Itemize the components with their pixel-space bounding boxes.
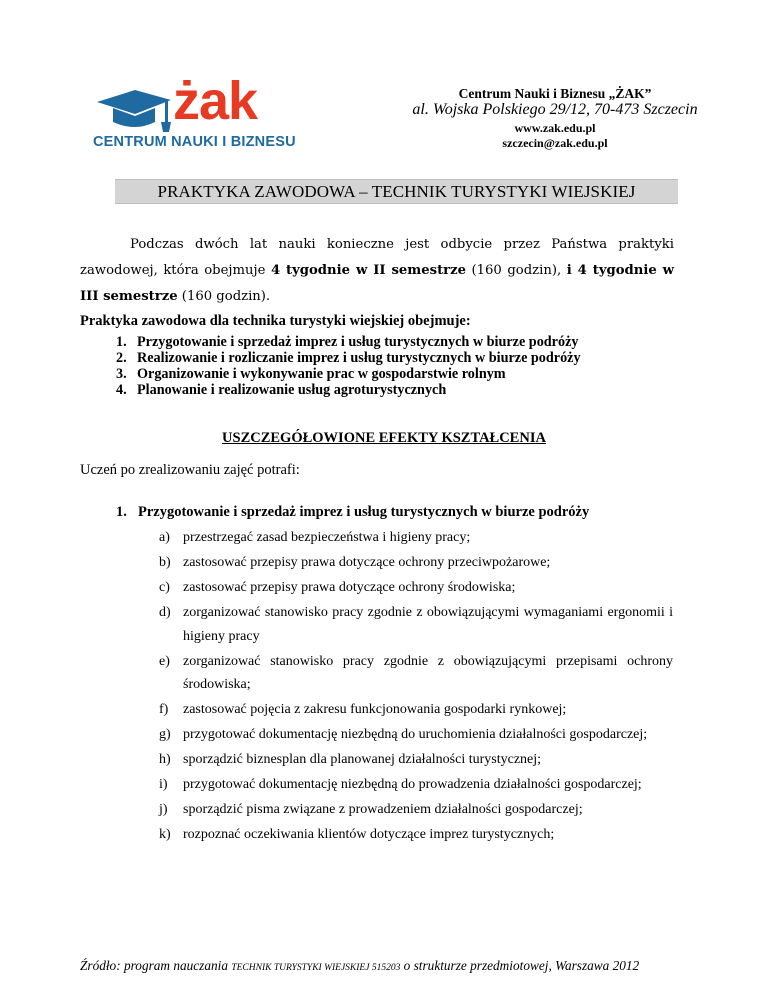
list-item: 1. Przygotowanie i sprzedaż imprez i usług turystycznych w biurze podróży xyxy=(116,334,579,350)
list-item: c) zastosować przepisy prawa dotyczące ochrony środowiska; xyxy=(159,580,516,595)
list-item: b) zastosować przepisy prawa dotyczące ochrony przeciwpożarowe; xyxy=(159,555,551,570)
document-title: PRAKTYKA ZAWODOWA – TECHNIK TURYSTYKI WIEJSKIEJ xyxy=(157,182,636,201)
section-heading: 1. Przygotowanie i sprzedaż imprez i usług turystycznych w biurze podróży xyxy=(116,504,590,520)
footer-source: Źródło: program nauczania TECHNIK TURYSTYKI WIEJSKIEJ 515203 o strukturze przedmiotowej, Warszawa 2012 xyxy=(80,958,640,973)
list-item: 4. Planowanie i realizowanie usług agroturystycznych xyxy=(116,382,447,398)
effects-heading: USZCZEGÓŁOWIONE EFEKTY KSZTAŁCENIA xyxy=(222,430,546,446)
intro-bold-1: 4 tygodnie w II semestrze xyxy=(270,263,466,278)
org-email-link[interactable]: szczecin@zak.edu.pl xyxy=(502,136,608,150)
list-item: d) zorganizować stanowisko pracy zgodnie z obowiązującymi wymaganiami ergonomii i higieny pracy xyxy=(159,605,673,644)
org-name: Centrum Nauki i Biznesu „ŻAK” xyxy=(458,86,652,101)
org-website-link[interactable]: www.zak.edu.pl xyxy=(514,121,596,135)
company-logo xyxy=(93,71,296,150)
intro-text-1: Podczas dwóch lat nauki konieczne jest odbycie przez Państwa praktyki zawodowej, która obejmuje xyxy=(80,237,674,278)
list-item: h) sporządzić biznesplan dla planowanej działalności turystycznej; xyxy=(159,752,542,767)
list-item: k) rozpoznać oczekiwania klientów dotyczące imprez turystycznych; xyxy=(159,827,555,842)
list-item: i) przygotować dokumentację niezbędną do prowadzenia działalności gospodarczej; xyxy=(159,777,642,792)
document-title-bar xyxy=(115,179,678,204)
effects-list xyxy=(159,526,673,848)
list-item: j) sporządzić pisma związane z prowadzeniem działalności gospodarczej; xyxy=(159,802,583,817)
logo-wordmark: żak xyxy=(173,71,258,131)
list-item: f) zastosować pojęcia z zakresu funkcjonowania gospodarki rynkowej; xyxy=(159,702,567,717)
intro-bold-2: i 4 tygodnie w III semestrze xyxy=(80,263,674,304)
intro-paragraph xyxy=(80,232,674,310)
intro-text-3: (160 godzin). xyxy=(177,289,271,304)
list-item: 3. Organizowanie i wykonywanie prac w gospodarstwie rolnym xyxy=(116,366,506,382)
graduation-cap-icon xyxy=(95,88,173,134)
logo-subtitle: CENTRUM NAUKI I BIZNESU xyxy=(93,134,296,150)
list-item: a) przestrzegać zasad bezpieczeństwa i higieny pracy; xyxy=(159,530,471,545)
intro-text-2: (160 godzin), xyxy=(465,263,567,278)
scope-list xyxy=(116,334,581,398)
org-address: al. Wojska Polskiego 29/12, 70-473 Szczecin xyxy=(412,101,698,118)
student-intro: Uczeń po zrealizowaniu zajęć potrafi: xyxy=(80,462,300,478)
scope-heading: Praktyka zawodowa dla technika turystyki wiejskiej obejmuje: xyxy=(80,313,471,329)
list-item: g) przygotować dokumentację niezbędną do uruchomienia działalności gospodarczej; xyxy=(159,727,648,742)
list-item: 2. Realizowanie i rozliczanie imprez i usług turystycznych w biurze podróży xyxy=(116,350,581,366)
list-item: e) zorganizować stanowisko pracy zgodnie z obowiązującymi przepisami ochrony środowiska; xyxy=(159,653,673,692)
